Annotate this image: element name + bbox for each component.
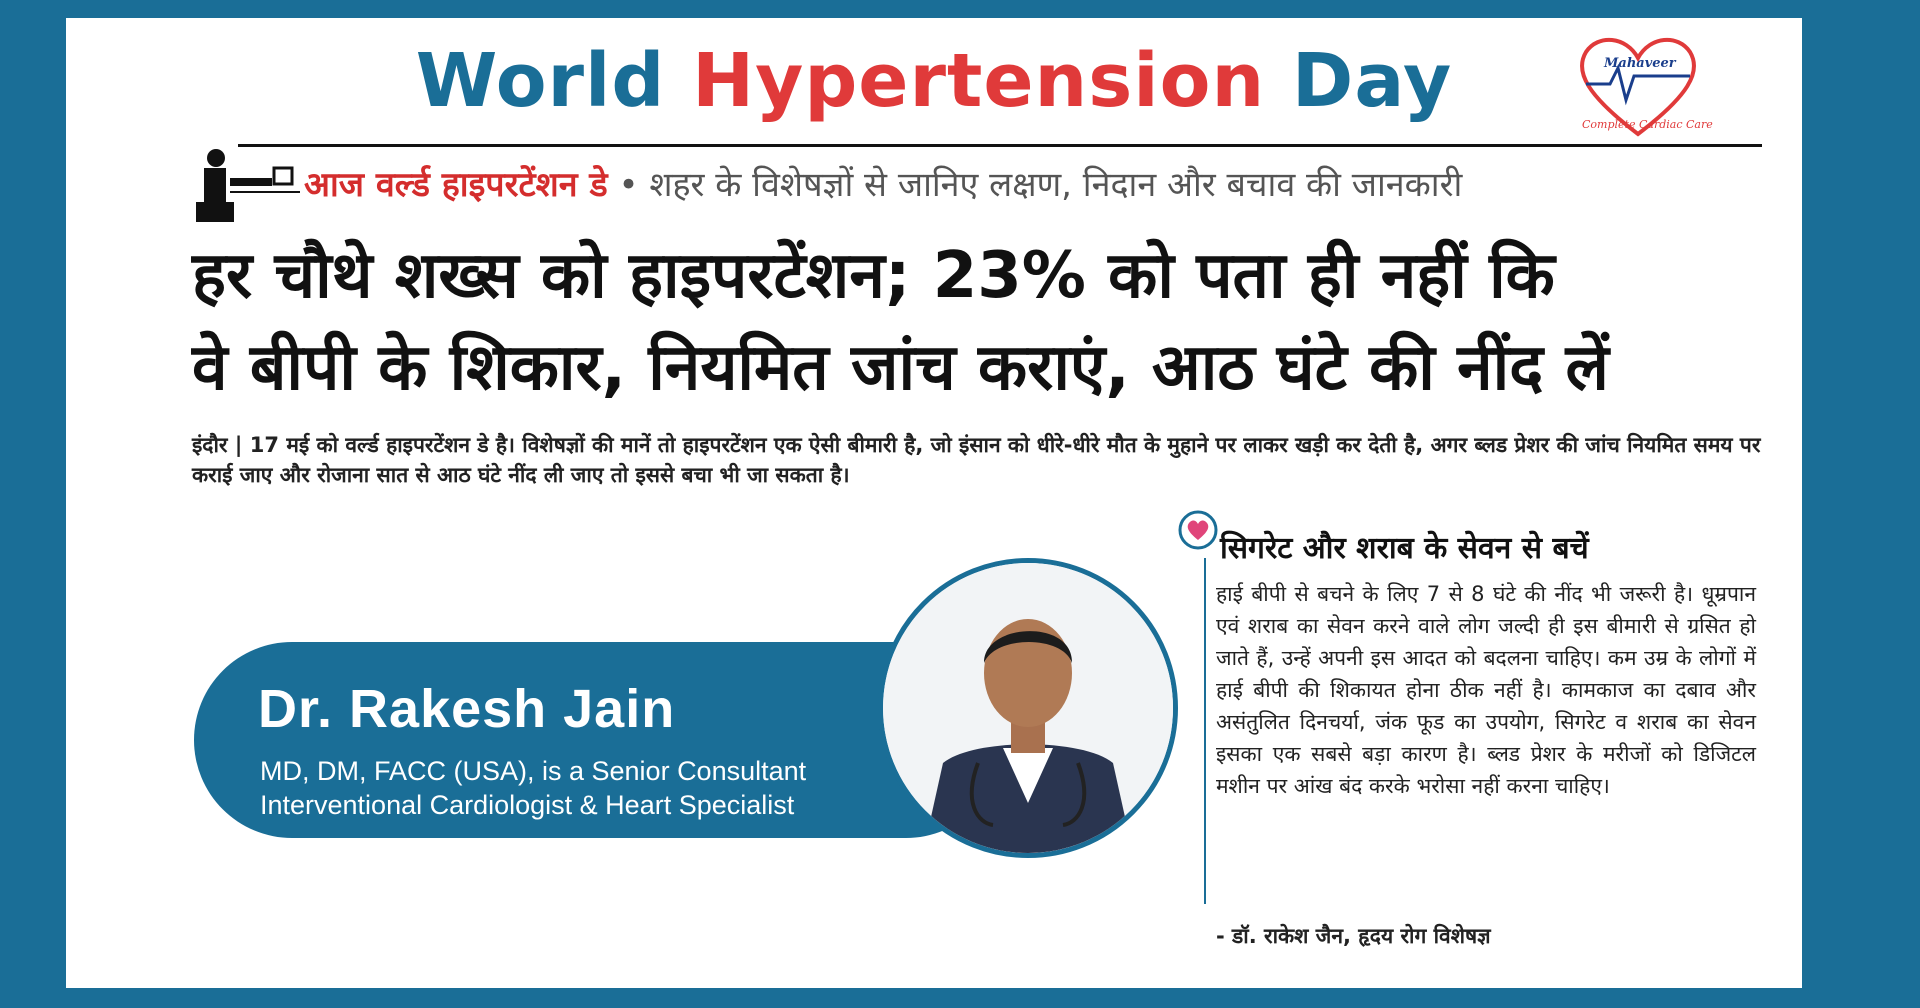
sidebar-signoff: - डॉ. राकेश जैन, हृदय रोग विशेषज्ञ xyxy=(1216,924,1491,948)
title-hypertension: Hypertension xyxy=(692,38,1266,124)
kicker-bullet: • xyxy=(618,165,639,205)
stethoscope-line xyxy=(1204,558,1206,904)
header-rule xyxy=(238,144,1762,147)
poster-card xyxy=(66,18,1802,988)
kicker-gray: शहर के विशेषज्ञों से जानिए लक्षण, निदान और बचाव की जानकारी xyxy=(649,165,1463,205)
logo-name: Mahaveer xyxy=(1604,56,1676,71)
headline-line-1: हर चौथे शख्स को हाइपरटेंशन; 23% को पता ही नहीं कि xyxy=(192,239,1555,313)
article-headline xyxy=(192,230,1772,414)
page-title xyxy=(66,38,1802,124)
title-world: World xyxy=(415,38,666,124)
heart-icon xyxy=(1176,510,1220,550)
doctor-photo xyxy=(878,558,1178,858)
article-kicker xyxy=(304,160,1462,206)
headline-line-2: वे बीपी के शिकार, नियमित जांच कराएं, आठ घंटे की नींद लें xyxy=(192,331,1609,405)
doctor-portrait-icon xyxy=(883,563,1173,853)
article-lede: इंदौर | 17 मई को वर्ल्ड हाइपरटेंशन डे है। विशेषज्ञों की मानें तो हाइपरटेंशन एक ऐसी बीमारी है, जो इंसान को धीरे-धीरे मौत के मुहाने पर लाकर खड़ी कर देती है, अगर ब्लड प्रेशर की जांच नियमित समय पर कराई जाए और रोजाना सात से आठ घंटे नींद ली जाए तो इससे बचा भी जा सकता है। xyxy=(192,433,1761,487)
doctor-credentials xyxy=(260,754,900,822)
doctor-name: Dr. Rakesh Jain xyxy=(258,679,676,739)
credentials-line-1: MD, DM, FACC (USA), is a Senior Consultant xyxy=(260,756,807,786)
logo-tagline: Complete Cardiac Care xyxy=(1582,118,1713,131)
kicker-red: आज वर्ल्ड हाइपरटेंशन डे xyxy=(304,165,608,205)
credentials-line-2: Interventional Cardiologist & Heart Specialist xyxy=(260,790,795,820)
bp-check-icon xyxy=(190,148,300,224)
title-day: Day xyxy=(1291,38,1453,124)
sidebar-body: हाई बीपी से बचने के लिए 7 से 8 घंटे की नींद भी जरूरी है। धूम्रपान एवं शराब का सेवन करने वाले लोग जल्दी ही इस बीमारी से ग्रसित हो जाते हैं, उन्हें अपनी इस आदत को बदलना चाहिए। कम उम्र के लोगों में हाई बीपी की शिकायत होना ठीक नहीं है। कामकाज का दबाव और असंतुलित दिनचर्या, जंक फूड का उपयोग, सिगरेट व शराब का सेवन इसका एक सबसे बड़ा कारण है। ब्लड प्रेशर के मरीजों को डिजिटल मशीन पर आंख बंद करके भरोसा नहीं करना चाहिए। xyxy=(1216,582,1756,798)
sidebar-title: सिगरेट और शराब के सेवन से बचें xyxy=(1220,531,1589,566)
